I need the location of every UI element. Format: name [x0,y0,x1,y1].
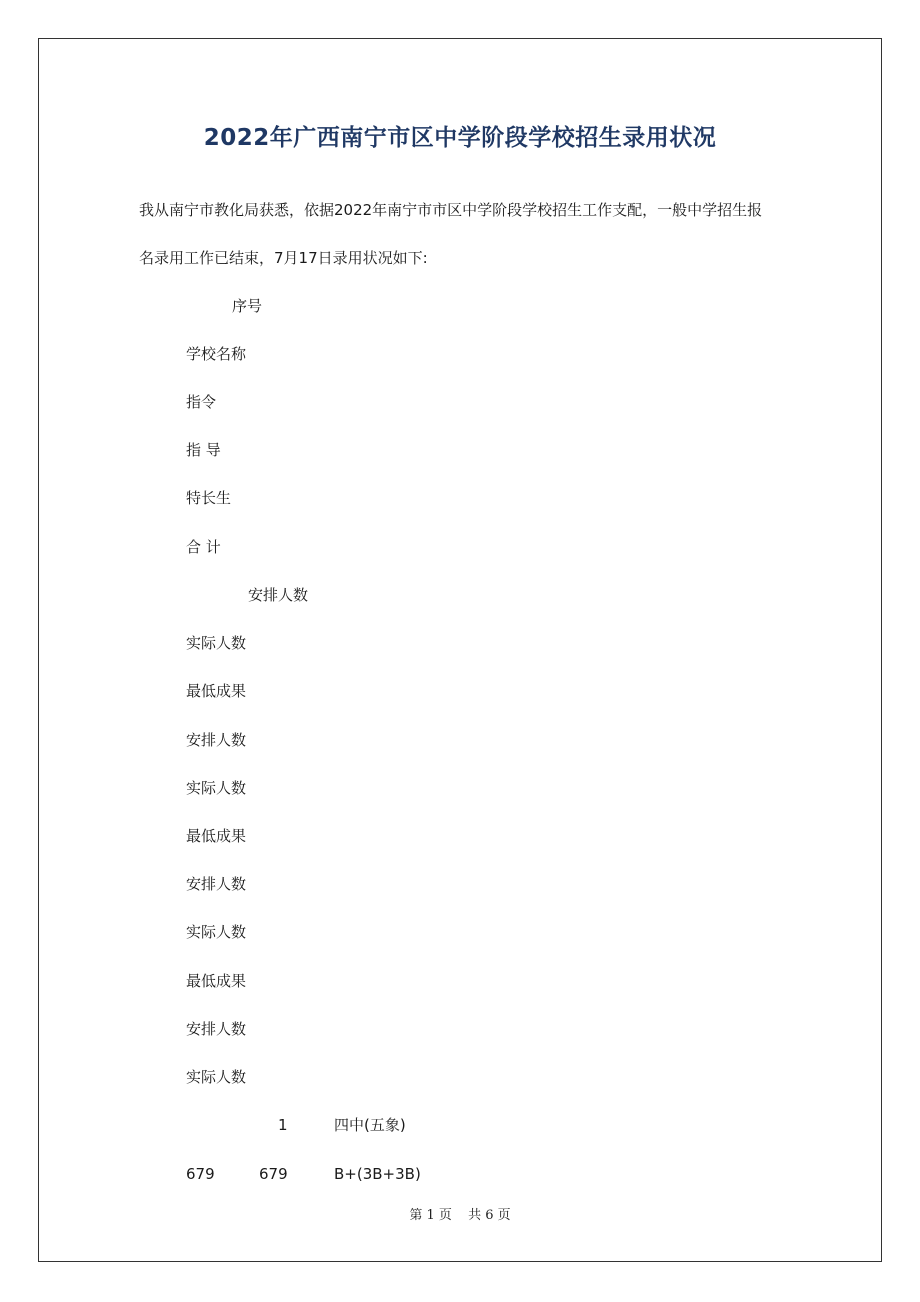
page-footer [0,1206,920,1226]
header-guidance: 指 导 [186,441,221,459]
page-number: 第 1 页 [409,1208,452,1223]
header-directive: 指令 [186,393,217,411]
header-planned-count: 安排人数 [248,586,309,604]
document-title: 2022年广西南宁市区中学阶段学校招生录用状况 [203,125,717,151]
header-index: 序号 [232,297,263,315]
header-actual-count: 实际人数 [186,1068,247,1086]
row-min-score: B+(3B+3B) [334,1165,421,1183]
header-min-score: 最低成果 [186,682,247,700]
header-school-name: 学校名称 [186,345,247,363]
row-actual-count: 679 [259,1165,288,1183]
header-special-talent: 特长生 [186,489,232,507]
header-min-score: 最低成果 [186,972,247,990]
header-min-score: 最低成果 [186,827,247,845]
row-school-name: 四中(五象) [334,1116,406,1134]
header-actual-count: 实际人数 [186,923,247,941]
intro-line-2: 名录用工作已结束，7月17日录用状况如下: [139,249,428,267]
header-planned-count: 安排人数 [186,875,247,893]
row-index: 1 [278,1116,288,1134]
header-actual-count: 实际人数 [186,779,247,797]
page-total: 共 6 页 [468,1208,511,1223]
page-border [38,38,882,1262]
header-total: 合 计 [186,538,221,556]
header-actual-count: 实际人数 [186,634,247,652]
header-planned-count: 安排人数 [186,1020,247,1038]
intro-line-1: 我从南宁市教化局获悉，依据2022年南宁市市区中学阶段学校招生工作支配，一般中学招生报 [139,201,763,219]
row-planned-count: 679 [186,1165,215,1183]
header-planned-count: 安排人数 [186,731,247,749]
